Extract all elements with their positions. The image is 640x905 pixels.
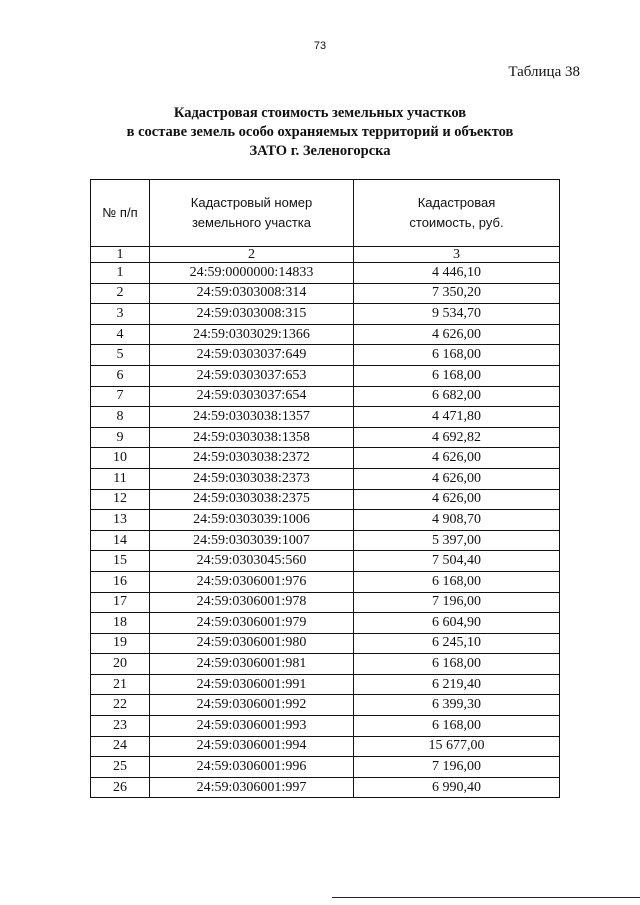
table-row — [91, 324, 560, 345]
row-number-cell: 15 — [91, 551, 150, 572]
row-number-cell: 4 — [91, 324, 150, 345]
table-row — [91, 365, 560, 386]
table-row — [91, 304, 560, 325]
row-number-cell: 11 — [91, 468, 150, 489]
table-row — [91, 345, 560, 366]
table-row — [91, 716, 560, 737]
row-number-cell: 13 — [91, 510, 150, 531]
cadastral-value-cell: 4 692,82 — [354, 427, 560, 448]
cadastral-number-cell: 24:59:0303037:653 — [150, 365, 354, 386]
cadastral-value-cell: 6 168,00 — [354, 365, 560, 386]
table-row — [91, 489, 560, 510]
row-number-cell: 2 — [91, 283, 150, 304]
cadastral-value-cell: 6 168,00 — [354, 571, 560, 592]
cadastral-number-cell: 24:59:0303008:314 — [150, 283, 354, 304]
column-number: 1 — [91, 247, 150, 263]
cadastral-number-cell: 24:59:0303029:1366 — [150, 324, 354, 345]
cadastral-number-cell: 24:59:0303038:2372 — [150, 448, 354, 469]
cadastral-value-cell: 6 604,90 — [354, 613, 560, 634]
header-cadastral-value — [354, 180, 560, 247]
cadastral-number-cell: 24:59:0303037:649 — [150, 345, 354, 366]
row-number-cell: 8 — [91, 407, 150, 428]
title-line: Кадастровая стоимость земельных участков — [173, 105, 467, 121]
table-row — [91, 757, 560, 778]
table-row — [91, 427, 560, 448]
table-row — [91, 510, 560, 531]
column-number-row — [91, 247, 560, 263]
cadastral-value-table — [90, 179, 560, 798]
header-row-number: № п/п — [91, 180, 150, 247]
title-line: ЗАТО г. Зеленогорска — [249, 143, 391, 159]
table-row — [91, 695, 560, 716]
cadastral-value-cell: 7 196,00 — [354, 757, 560, 778]
table-row — [91, 613, 560, 634]
cadastral-number-cell: 24:59:0306001:991 — [150, 674, 354, 695]
cadastral-number-cell: 24:59:0303045:560 — [150, 551, 354, 572]
table-row — [91, 407, 560, 428]
document-title — [0, 104, 640, 161]
cadastral-value-cell: 4 626,00 — [354, 448, 560, 469]
cadastral-number-cell: 24:59:0303039:1006 — [150, 510, 354, 531]
row-number-cell: 3 — [91, 304, 150, 325]
cadastral-value-cell: 6 990,40 — [354, 777, 560, 798]
cadastral-value-cell: 15 677,00 — [354, 736, 560, 757]
table-row — [91, 530, 560, 551]
row-number-cell: 6 — [91, 365, 150, 386]
table-row — [91, 448, 560, 469]
cadastral-value-cell: 6 245,10 — [354, 633, 560, 654]
cadastral-value-cell: 4 626,00 — [354, 489, 560, 510]
table-row — [91, 283, 560, 304]
cadastral-number-cell: 24:59:0306001:979 — [150, 613, 354, 634]
column-number: 3 — [354, 247, 560, 263]
row-number-cell: 17 — [91, 592, 150, 613]
cadastral-value-cell: 7 196,00 — [354, 592, 560, 613]
cadastral-number-cell: 24:59:0303037:654 — [150, 386, 354, 407]
header-cadastral-value-text: Кадастровая стоимость, руб. — [409, 195, 504, 230]
cadastral-number-cell: 24:59:0000000:14833 — [150, 263, 354, 284]
row-number-cell: 26 — [91, 777, 150, 798]
page-number: 73 — [313, 40, 327, 52]
row-number-cell: 14 — [91, 530, 150, 551]
row-number-cell: 19 — [91, 633, 150, 654]
row-number-cell: 7 — [91, 386, 150, 407]
table-row — [91, 654, 560, 675]
cadastral-number-cell: 24:59:0303039:1007 — [150, 530, 354, 551]
row-number-cell: 9 — [91, 427, 150, 448]
row-number-cell: 23 — [91, 716, 150, 737]
table-body — [91, 263, 560, 798]
cadastral-number-cell: 24:59:0306001:997 — [150, 777, 354, 798]
cadastral-number-cell: 24:59:0306001:994 — [150, 736, 354, 757]
cadastral-number-cell: 24:59:0303038:1358 — [150, 427, 354, 448]
cadastral-value-cell: 4 471,80 — [354, 407, 560, 428]
cadastral-number-cell: 24:59:0306001:978 — [150, 592, 354, 613]
row-number-cell: 18 — [91, 613, 150, 634]
cadastral-number-cell: 24:59:0306001:976 — [150, 571, 354, 592]
cadastral-value-cell: 6 168,00 — [354, 345, 560, 366]
cadastral-value-cell: 6 219,40 — [354, 674, 560, 695]
table-row — [91, 633, 560, 654]
table-row — [91, 736, 560, 757]
cadastral-number-cell: 24:59:0306001:992 — [150, 695, 354, 716]
cadastral-value-cell: 6 168,00 — [354, 654, 560, 675]
cadastral-value-cell: 7 504,40 — [354, 551, 560, 572]
table-header-row — [91, 180, 560, 247]
table-row — [91, 551, 560, 572]
table-label: Таблица 38 — [508, 64, 580, 80]
cadastral-value-cell: 4 446,10 — [354, 263, 560, 284]
column-number: 2 — [150, 247, 354, 263]
cadastral-value-cell: 9 534,70 — [354, 304, 560, 325]
table-row — [91, 386, 560, 407]
cadastral-value-cell: 6 168,00 — [354, 716, 560, 737]
table-row — [91, 263, 560, 284]
row-number-cell: 25 — [91, 757, 150, 778]
row-number-cell: 1 — [91, 263, 150, 284]
bottom-rule — [332, 897, 640, 898]
table-row — [91, 777, 560, 798]
cadastral-value-cell: 4 908,70 — [354, 510, 560, 531]
row-number-cell: 21 — [91, 674, 150, 695]
cadastral-value-cell: 6 399,30 — [354, 695, 560, 716]
row-number-cell: 10 — [91, 448, 150, 469]
cadastral-number-cell: 24:59:0306001:993 — [150, 716, 354, 737]
row-number-cell: 24 — [91, 736, 150, 757]
row-number-cell: 22 — [91, 695, 150, 716]
row-number-cell: 12 — [91, 489, 150, 510]
cadastral-value-cell: 6 682,00 — [354, 386, 560, 407]
cadastral-value-cell: 4 626,00 — [354, 324, 560, 345]
title-line: в составе земель особо охраняемых территорий и объектов — [126, 124, 514, 140]
table-row — [91, 571, 560, 592]
row-number-cell: 16 — [91, 571, 150, 592]
header-cadastral-number — [150, 180, 354, 247]
header-cadastral-number-text: Кадастровый номер земельного участка — [190, 195, 313, 230]
cadastral-number-cell: 24:59:0306001:981 — [150, 654, 354, 675]
cadastral-number-cell: 24:59:0303038:2373 — [150, 468, 354, 489]
cadastral-number-cell: 24:59:0303038:2375 — [150, 489, 354, 510]
cadastral-value-cell: 7 350,20 — [354, 283, 560, 304]
cadastral-number-cell: 24:59:0303008:315 — [150, 304, 354, 325]
table-row — [91, 592, 560, 613]
cadastral-value-cell: 5 397,00 — [354, 530, 560, 551]
cadastral-value-cell: 4 626,00 — [354, 468, 560, 489]
row-number-cell: 5 — [91, 345, 150, 366]
cadastral-number-cell: 24:59:0306001:980 — [150, 633, 354, 654]
table-row — [91, 674, 560, 695]
table-row — [91, 468, 560, 489]
cadastral-number-cell: 24:59:0303038:1357 — [150, 407, 354, 428]
cadastral-number-cell: 24:59:0306001:996 — [150, 757, 354, 778]
row-number-cell: 20 — [91, 654, 150, 675]
